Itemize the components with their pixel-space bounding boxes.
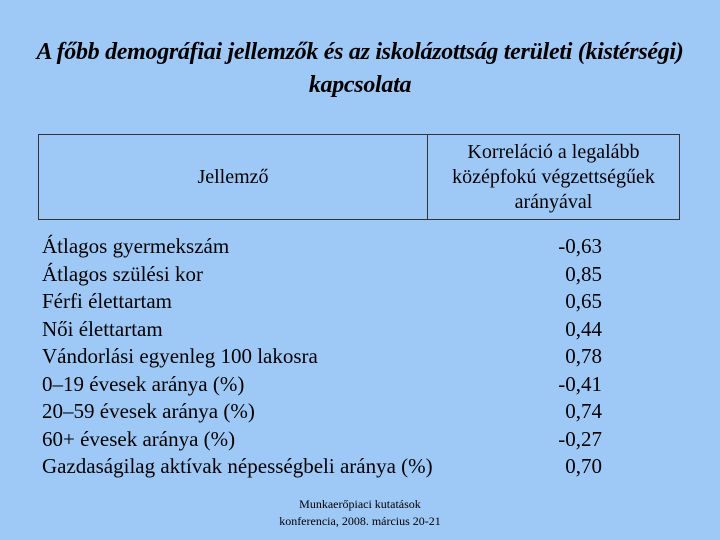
row-label: 20–59 évesek aránya (%) (42, 399, 255, 423)
row-label: Átlagos gyermekszám (42, 234, 230, 258)
row-value: -0,41 (558, 371, 602, 396)
header-label-characteristic: Jellemző (197, 165, 269, 188)
row-label: Átlagos szülési kor (42, 261, 203, 286)
row-value: 0,85 (565, 261, 602, 286)
slide-footer (240, 496, 480, 530)
table-row (42, 288, 602, 316)
footer-line-2: konferencia, 2008. március 20-21 (279, 514, 441, 528)
row-value: 0,44 (565, 316, 602, 341)
row-value: -0,63 (558, 234, 602, 258)
row-label: Gazdaságilag aktívak népességbeli aránya (%) (42, 454, 433, 478)
table-row (42, 233, 602, 261)
slide-title (20, 36, 700, 102)
table-row (42, 371, 602, 399)
row-value: 0,78 (565, 344, 602, 368)
header-cell-correlation (428, 135, 680, 220)
row-value: 0,70 (565, 454, 602, 478)
table-body (42, 233, 602, 481)
table-row (42, 426, 602, 454)
header-label-correlation-line-3: arányával (514, 190, 593, 213)
table-row (42, 343, 602, 371)
row-label: Női élettartam (42, 316, 163, 341)
slide-title-line-2: kapcsolata (308, 72, 412, 98)
slide-title-line-1: A főbb demográfiai jellemzők és az iskolázottság területi (kistérségi) (36, 39, 684, 65)
row-label: 0–19 évesek aránya (%) (42, 371, 245, 396)
footer-line-1: Munkaerőpiaci kutatások (299, 497, 421, 511)
table-row (42, 261, 602, 289)
header-cell-characteristic (39, 135, 428, 220)
header-label-correlation-line-2: középfokú végzettségűek (452, 165, 655, 188)
table-header (38, 134, 680, 220)
table-row (42, 316, 602, 344)
row-label: Férfi élettartam (42, 289, 173, 313)
row-value: -0,27 (558, 426, 602, 451)
header-label-correlation-line-1: Korreláció a legalább (467, 140, 640, 163)
row-label: 60+ évesek aránya (%) (42, 426, 236, 451)
table-row (42, 453, 602, 481)
row-value: 0,74 (565, 399, 602, 423)
table-row (42, 398, 602, 426)
row-value: 0,65 (565, 289, 602, 313)
row-label: Vándorlási egyenleg 100 lakosra (42, 344, 318, 368)
